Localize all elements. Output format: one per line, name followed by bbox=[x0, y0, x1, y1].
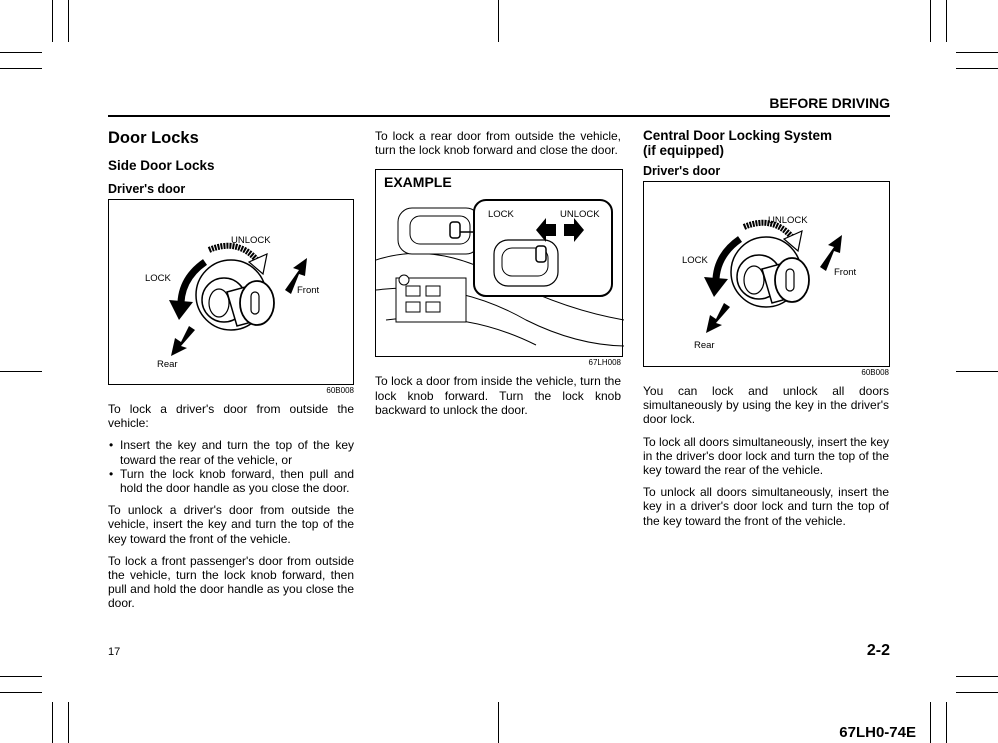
front-label: Front bbox=[297, 285, 320, 296]
paragraph: To lock all doors simultaneously, insert the key in the driver's door lock and turn the top of the key toward the rear of the vehicle. bbox=[643, 434, 889, 478]
unlock-label: UNLOCK bbox=[768, 215, 808, 226]
front-label: Front bbox=[834, 267, 857, 278]
figure-drivers-door-key bbox=[108, 199, 354, 385]
header-rule bbox=[108, 115, 890, 117]
figure-label: Driver's door bbox=[643, 164, 721, 178]
figure-rear-door-example bbox=[375, 169, 623, 357]
list-item: • Insert the key and turn the top of the key toward the rear of the vehicle, or bbox=[108, 438, 354, 466]
section-heading bbox=[643, 128, 889, 158]
lock-label: LOCK bbox=[682, 255, 708, 266]
page-number-left: 17 bbox=[108, 646, 121, 658]
column-3 bbox=[643, 128, 889, 536]
paragraph: To lock a door from inside the vehicle, turn the lock knob forward. Turn the lock knob backward to unlock the door. bbox=[375, 374, 621, 417]
column-2 bbox=[375, 129, 621, 425]
page-title: Door Locks bbox=[108, 129, 199, 147]
heading-line: Central Door Locking System bbox=[643, 128, 833, 143]
lock-label: LOCK bbox=[145, 273, 171, 284]
subtitle: Side Door Locks bbox=[108, 158, 215, 173]
rear-label: Rear bbox=[157, 359, 178, 370]
figure-label: Driver's door bbox=[108, 182, 186, 196]
lock-label: LOCK bbox=[488, 209, 514, 221]
paragraph: You can lock and unlock all doors simultaneously by using the key in the driver's door lock. bbox=[643, 384, 889, 427]
paragraph: To lock a driver's door from outside the vehicle: bbox=[108, 402, 354, 431]
paragraph: To lock a rear door from outside the vehicle, turn the lock knob forward and close the door. bbox=[375, 129, 621, 158]
door-panel-illustration-icon bbox=[376, 170, 624, 358]
figure-code: 60B008 bbox=[326, 386, 354, 395]
example-label: EXAMPLE bbox=[384, 174, 452, 191]
rear-label: Rear bbox=[694, 340, 715, 351]
paragraph: To unlock all doors simultaneously, insert the key in a driver's door lock and turn the top of the key toward the front of the vehicle. bbox=[643, 485, 889, 528]
unlock-label: UNLOCK bbox=[560, 209, 600, 221]
paragraph: To lock a front passenger's door from outside the vehicle, turn the lock knob forward, then pull and hold the door handle as you close the door. bbox=[108, 553, 354, 611]
figure-code: 67LH008 bbox=[588, 358, 621, 368]
figure-code: 60B008 bbox=[861, 368, 889, 377]
section-title: BEFORE DRIVING bbox=[769, 95, 890, 111]
column-1 bbox=[108, 128, 354, 619]
unlock-label: UNLOCK bbox=[231, 235, 271, 246]
bullet-list bbox=[108, 438, 354, 495]
document-code: 67LH0-74E bbox=[839, 724, 916, 741]
page-number-right: 2-2 bbox=[866, 642, 890, 659]
figure-central-lock-key bbox=[643, 181, 890, 367]
paragraph: To unlock a driver's door from outside the vehicle, insert the key and turn the top of the key toward the front of the vehicle. bbox=[108, 503, 354, 546]
list-item: • Turn the lock knob forward, then pull and hold the door handle as you close the door. bbox=[108, 467, 354, 495]
heading-line: (if equipped) bbox=[643, 143, 724, 158]
